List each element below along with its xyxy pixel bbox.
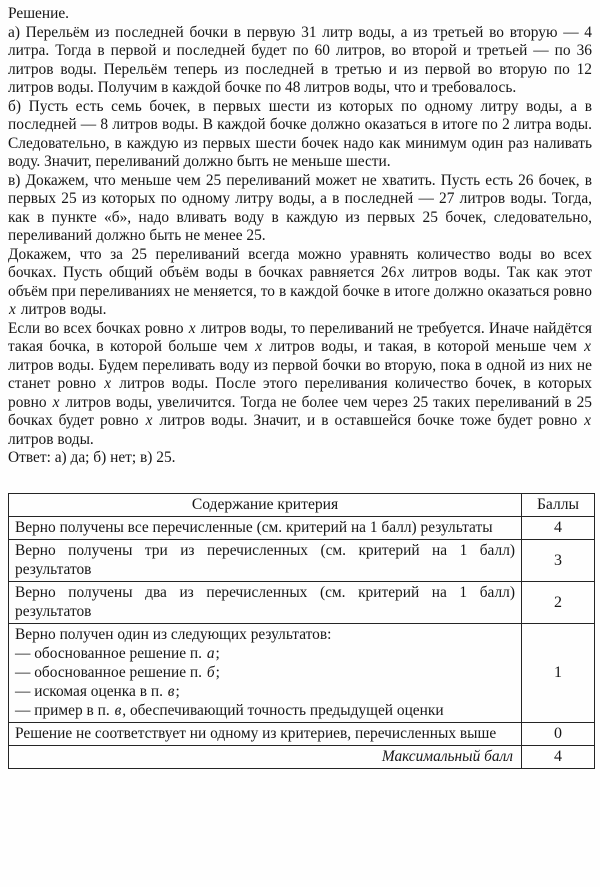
criteria-row-0-points xyxy=(9,722,595,745)
points-value-cell: 3 xyxy=(522,539,595,581)
solution-heading: Решение. xyxy=(8,5,70,22)
max-score-label: Максимальный балл xyxy=(9,745,522,768)
max-score-row xyxy=(9,745,595,768)
grading-criteria-table xyxy=(8,493,595,769)
criteria-row-3-points xyxy=(9,539,595,581)
criteria-row-2-points xyxy=(9,581,595,623)
criteria-line-intro: Верно получен один из следующих результатов: xyxy=(15,625,332,643)
solution-paragraph-v: в) Докажем, что меньше чем 25 переливаний может не хватить. Пусть есть 26 бочек, в первых 25 из которых по одному литру воды, а в последней — 27 литров воды. Тогда, как в пункте «б», надо вливать воду в каждую из первых 25 бочек, следовательно, переливаний должно быть не менее 25. xyxy=(8,171,592,244)
solution-text-block xyxy=(8,5,592,468)
max-score-value: 4 xyxy=(522,745,595,768)
solution-paragraph-b: б) Пусть есть семь бочек, в первых шести из которых по одному литру воды, а в последней — 8 литров воды. В каждой бочке должно оказаться в итоге по 2 литра воды. Следовательно, в каждую из первых шести бочек надо как минимум один раз наливать воду. Значит, переливаний должно быть не меньше шести. xyxy=(8,97,592,170)
criteria-column-header: Содержание критерия xyxy=(9,493,522,516)
points-value-cell: 0 xyxy=(522,722,595,745)
solution-proof-algorithm: Если во всех бочках ровно x литров воды, то переливаний не требуется. Иначе найдётся такая бочка, в которой больше чем x литров воды, и такая, в которой меньше чем x литров воды. Будем переливать воду из первой бочки во вторую, пока в одной из них не станет ровно x литров воды. После этого переливания количество бочек, в которых ровно x литров воды, увеличится. Тогда не более чем через 25 таких переливаний в 25 бочках будет ровно x литров воды. Значит, и в оставшейся бочке тоже будет ровно x литров воды. xyxy=(8,319,592,448)
points-column-header: Баллы xyxy=(522,493,595,516)
criteria-text-cell: Решение не соответствует ни одному из критериев, перечисленных выше xyxy=(9,722,522,745)
criteria-row-4-points xyxy=(9,516,595,539)
criteria-text-cell xyxy=(9,623,522,722)
points-value-cell: 2 xyxy=(522,581,595,623)
solution-proof-volume: Докажем, что за 25 переливаний всегда можно уравнять количество воды во всех бочках. Пусть общий объём воды в бочках равняется 26x литров воды. Так как этот объём при переливаниях не меняется, то в каждой бочке в итоге должно оказаться ровно x литров воды. xyxy=(8,245,592,318)
criteria-table-header-row xyxy=(9,493,595,516)
criteria-text-cell: Верно получены три из перечисленных (см. критерий на 1 балл) результатов xyxy=(9,539,522,581)
criteria-text-cell: Верно получены два из перечисленных (см. критерий на 1 балл) результатов xyxy=(9,581,522,623)
criteria-line-item-v-example: — пример в п. в, обеспечивающий точность предыдущей оценки xyxy=(15,701,444,719)
points-value-cell: 1 xyxy=(522,623,595,722)
solution-paragraph-a: а) Перельём из последней бочки в первую 31 литр воды, а из третьей во вторую — 4 литра. Тогда в первой и последней будет по 60 литров, во второй и третьей — по 36 литров воды. Перельём теперь из последней в третью и из первой во вторую по 12 литров воды. Получим в каждой бочке по 48 литров воды, что и требовалось. xyxy=(8,23,592,96)
criteria-row-1-point xyxy=(9,623,595,722)
criteria-line-item-b: — обоснованное решение п. б; xyxy=(15,663,220,681)
criteria-line-item-v-estimate: — искомая оценка в п. в; xyxy=(15,682,180,700)
answer-line: Ответ: а) да; б) нет; в) 25. xyxy=(8,449,176,466)
criteria-line-item-a: — обоснованное решение п. а; xyxy=(15,644,220,662)
criteria-text-cell: Верно получены все перечисленные (см. критерий на 1 балл) результаты xyxy=(9,516,522,539)
points-value-cell: 4 xyxy=(522,516,595,539)
